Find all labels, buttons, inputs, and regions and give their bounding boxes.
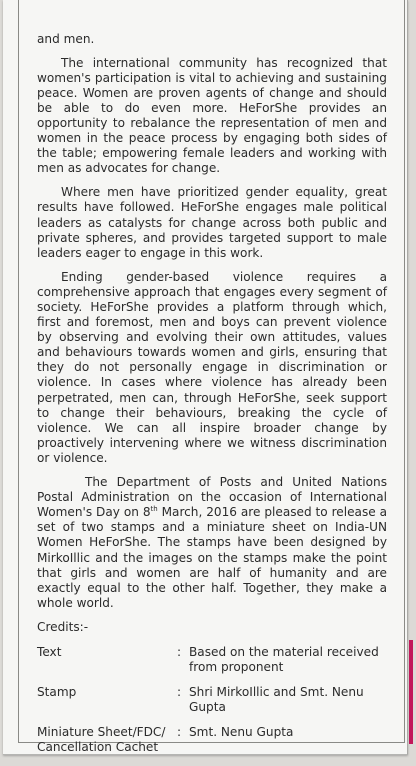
credit-label: Miniature Sheet/FDC/ Cancellation Cachet xyxy=(37,725,166,755)
credit-row-text xyxy=(37,645,387,675)
credit-label: Stamp xyxy=(37,685,77,700)
release-text-end: March, 2016 are pleased to release a set of two stamps and a miniature sheet on India-UN Women HeForShe. The stamps have been designed by MirkoIllic and the images on the stamps make the point that girls and women are half of humanity and are exactly equal to the other half. Together, they make a whole world. xyxy=(37,505,387,610)
credit-label: Text xyxy=(37,644,62,659)
credit-colon: : xyxy=(177,644,182,659)
credit-value: Based on the material received from proponent xyxy=(189,644,379,675)
continuation-text: and men. xyxy=(37,31,95,46)
magenta-edge-strip xyxy=(409,640,413,744)
credit-colon: : xyxy=(177,685,182,700)
release-day: 8 xyxy=(142,505,151,520)
credit-colon: : xyxy=(177,725,182,740)
credit-row-miniature-sheet xyxy=(37,725,387,755)
brochure-text xyxy=(37,32,387,766)
credit-value: Smt. Nenu Gupta xyxy=(189,725,294,740)
release-day-suffix: th xyxy=(150,505,158,514)
credit-row-stamp xyxy=(37,685,387,715)
paragraph-release xyxy=(37,475,387,611)
brochure-page xyxy=(3,0,408,755)
paragraph-participation: The international community has recognized that women's participation is vital to achieving and sustaining peace. Women are proven agents of change and should be able to do even more. HeForShe provides an opportunity to rebalance the representation of men and women in the peace process by engaging both sides of the table; empowering female leaders and working with men as advocates for change. xyxy=(37,55,387,176)
paragraph-violence: Ending gender-based violence requires a comprehensive approach that engages every segment of society. HeForShe provides a platform through which, first and foremost, men and boys can prevent violence by observing and evolving their own attitudes, values and behaviours towards women and girls, ensuring that they do not personally engage in discrimination or violence. In cases where violence has already been perpetrated, men can, through HeForShe, seek support to change their behaviours, breaking the cycle of violence. We can all inspire broader change by proactively intervening where we witness discrimination or violence. xyxy=(37,269,387,465)
paragraph-equality: Where men have prioritized gender equality, great results have followed. HeForShe engages male political leaders as catalysts for change across both public and private spheres, and provides targeted support to male leaders eager to engage in this work. xyxy=(37,185,387,260)
credits-heading: Credits:- xyxy=(37,619,89,634)
credit-value: Shri MirkoIllic and Smt. Nenu Gupta xyxy=(189,685,364,715)
release-text-start: The Department of Posts and United Nations Postal Administration on the occasion of International Women's Day on xyxy=(37,475,387,520)
